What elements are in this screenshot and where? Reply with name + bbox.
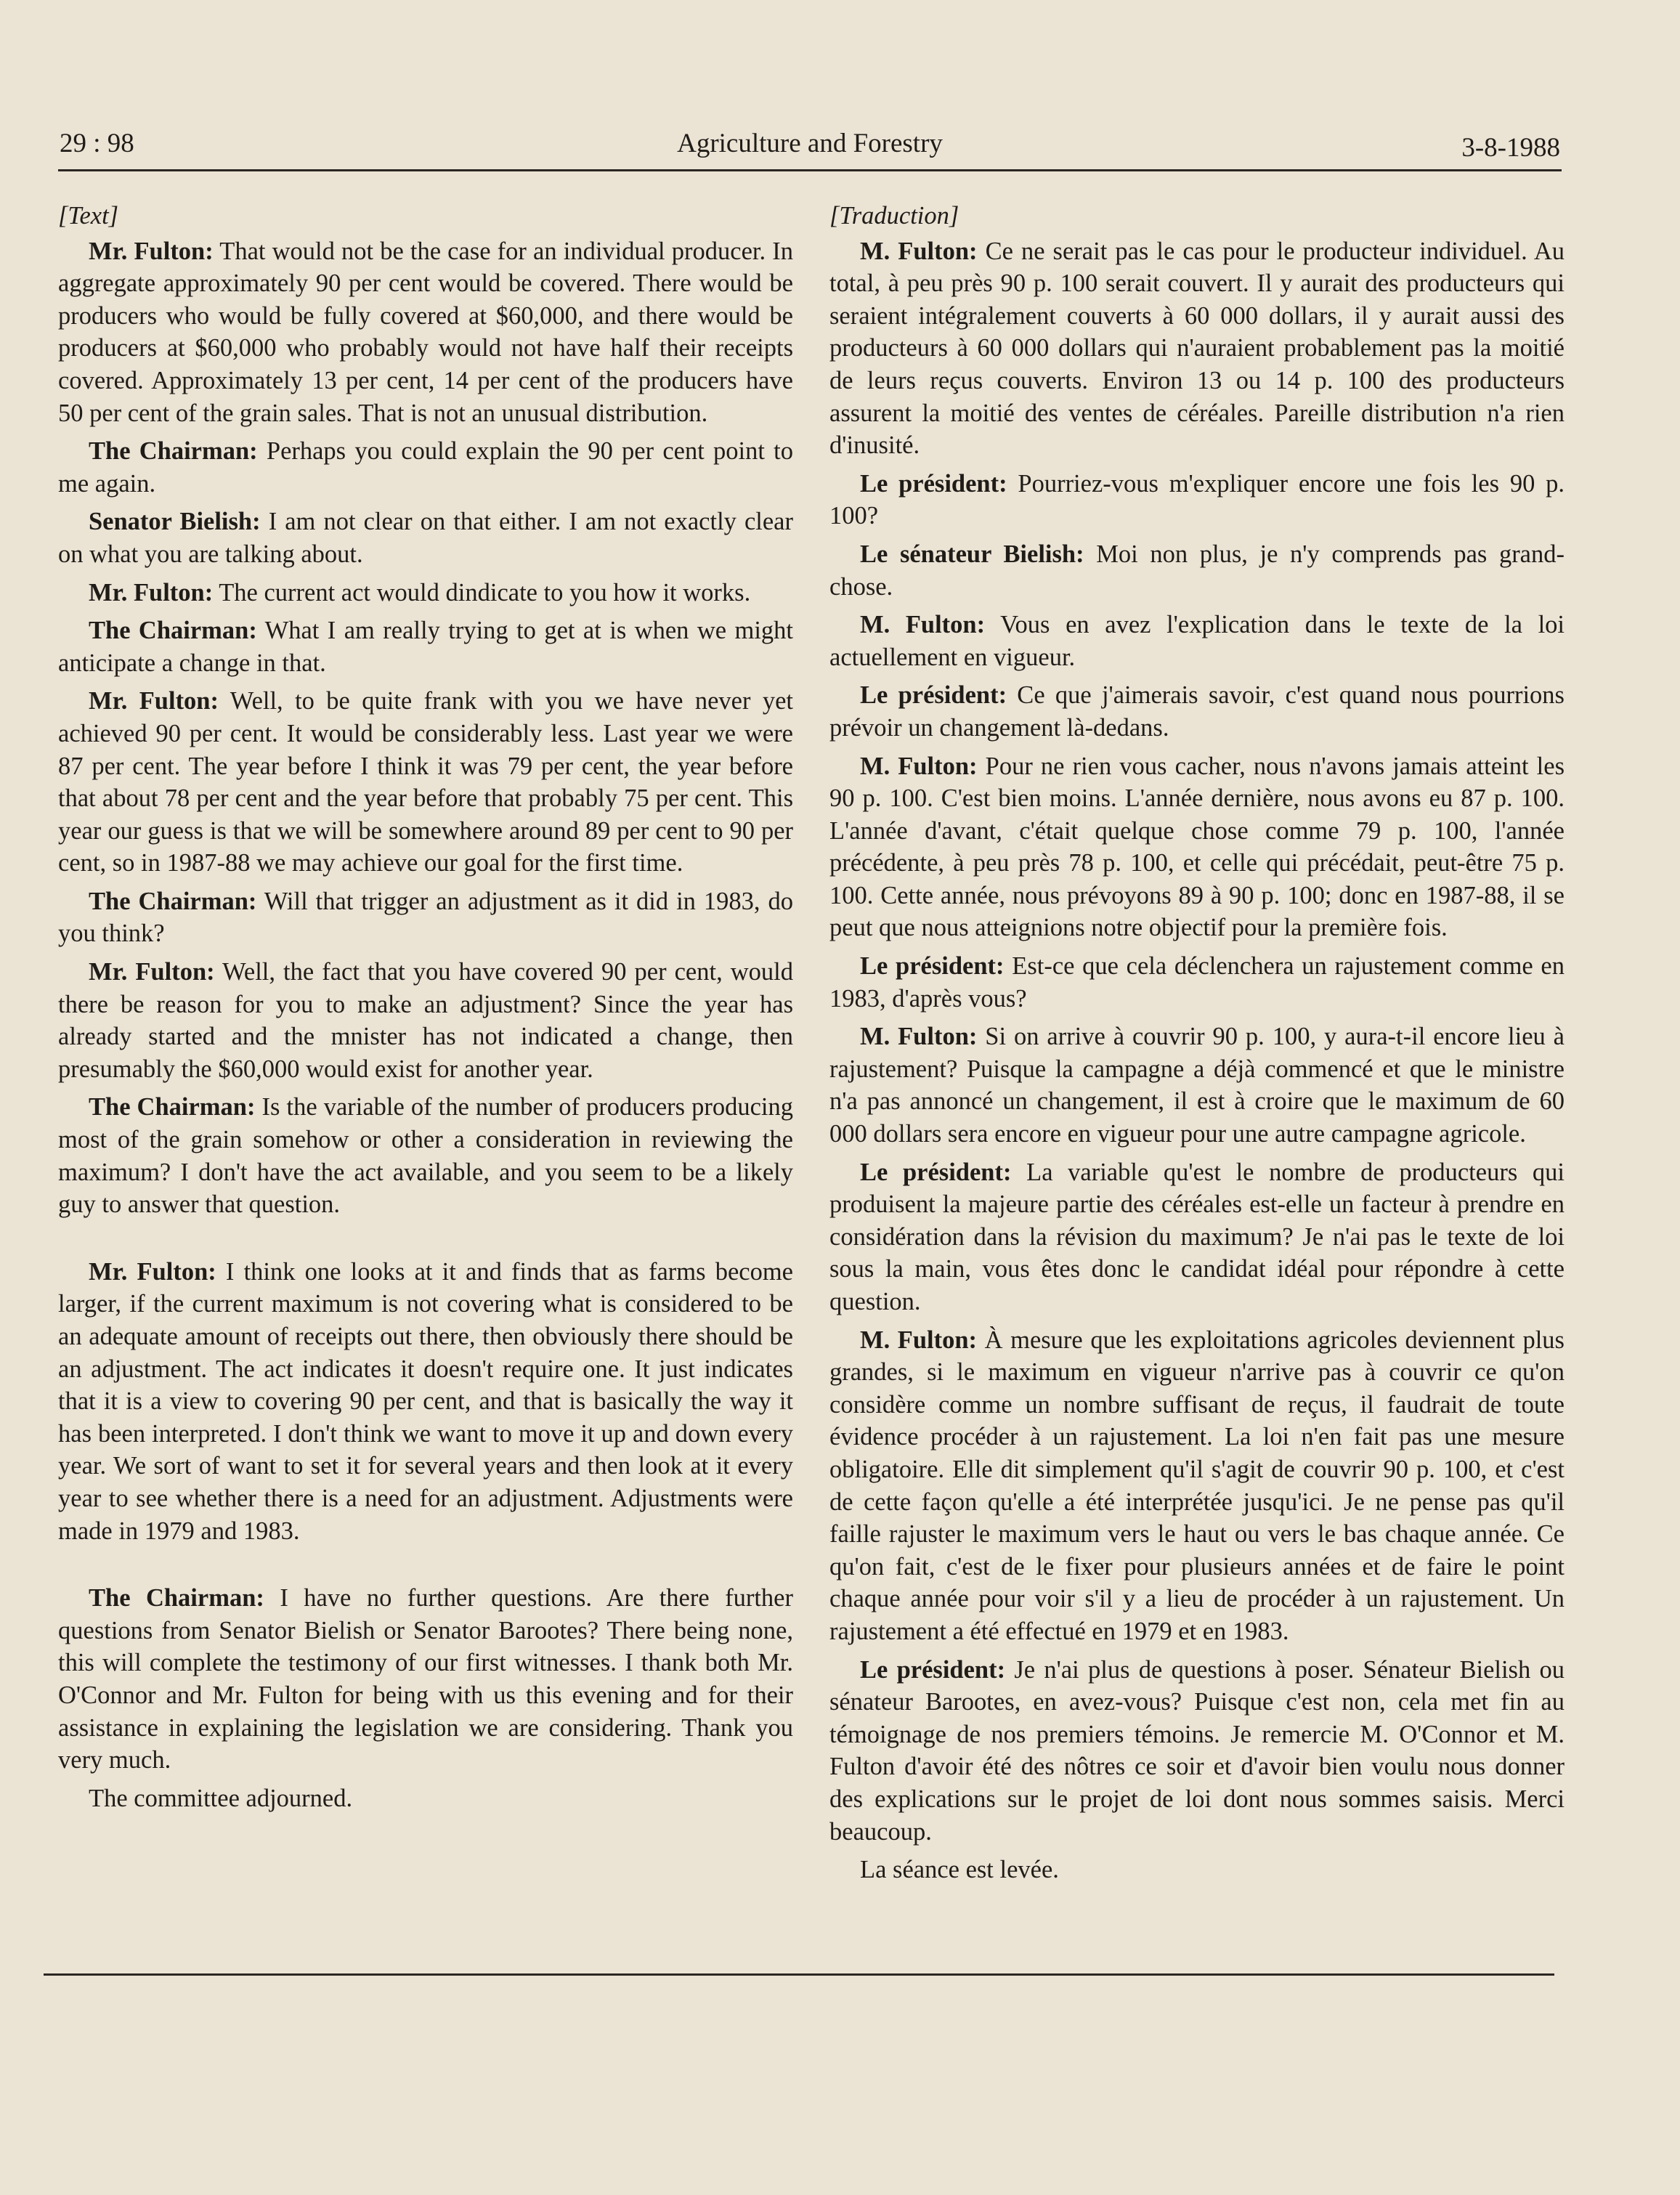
speaker: M. Fulton:: [860, 1326, 978, 1354]
speech: Well, to be quite frank with you we have never yet achieved 90 per cent. It would be considerably less. Last year we were 87 per cent. The year before I think it was 79 per cent, the year before that about 78 per cent and the year before that probably 75 per cent. This year our guess is that we will be somewhere around 89 per cent to 90 per cent, so in 1987-88 we may achieve our goal for the first time.: [58, 687, 793, 877]
paragraph: [58, 956, 793, 1085]
paragraph: [829, 1324, 1565, 1648]
speech: Si on arrive à couvrir 90 p. 100, y aura-t-il encore lieu à rajustement? Puisque la campagne a déjà commencé et que le ministre n'a pas annoncé un changement, il est à croire que le maximum de 60 000 dollars sera encore en vigueur pour une autre campagne agricole.: [829, 1023, 1565, 1148]
paragraph: [58, 506, 793, 570]
speech: Pourriez-vous m'expliquer encore une fois les 90 p. 100?: [829, 469, 1565, 530]
speech: Ce que j'aimerais savoir, c'est quand nous pourrions prévoir un changement là-dedans.: [829, 681, 1565, 742]
speech: Will that trigger an adjustment as it did in 1983, do you think?: [58, 887, 793, 948]
speaker: Le sénateur Bielish:: [860, 540, 1084, 568]
speech: What I am really trying to get at is when we might anticipate a change in that.: [58, 617, 793, 677]
closing-line: The committee adjourned.: [89, 1784, 353, 1812]
paragraph: [829, 750, 1565, 945]
speaker: The Chairman:: [89, 1093, 256, 1121]
paragraph: [58, 235, 793, 430]
paragraph: [58, 1091, 793, 1220]
page-header: [60, 123, 1560, 167]
speech: I have no further questions. Are there further questions from Senator Bielish or Senator Barootes? There being none, this will complete the testimony of our first witnesses. I thank both Mr. O'Connor and Mr. Fulton for being with us this evening and for their assistance in explaining the legislation we are considering. Thank you very much.: [58, 1584, 793, 1774]
speech: Pour ne rien vous cacher, nous n'avons jamais atteint les 90 p. 100. C'est bien moins. L'année dernière, nous avons eu 87 p. 100. L'année d'avant, c'était quelque chose comme 79 p. 100, l'année précédente, à peu près 78 p. 100, et celle qui précédait, peut-être 75 p. 100. Cette année, nous prévoyons 89 à 90 p. 100; donc en 1987-88, il se peut que nous atteignions notre objectif pour la première fois.: [829, 752, 1565, 942]
speaker: The Chairman:: [89, 887, 257, 915]
publication-title: Agriculture and Forestry: [677, 129, 943, 158]
publication-date: 3-8-1988: [1461, 133, 1560, 163]
speech: I think one looks at it and finds that as farms become larger, if the current maximum is not covering what is considered to be an adequate amount of receipts out there, then obviously there should be an adjustment. The act indicates it doesn't require one. It just indicates that it is a view to covering 90 per cent, and that is basically the way it has been interpreted. I don't think we want to move it up and down every year. We sort of want to set it for several years and then look at it every year to see whether there is a need for an adjustment. Adjustments were made in 1979 and 1983.: [58, 1257, 793, 1545]
speaker: Le président:: [860, 681, 1007, 710]
paragraph: [829, 1654, 1565, 1849]
speech: The current act would dindicate to you how it works.: [213, 578, 751, 606]
speaker: Mr. Fulton:: [89, 958, 215, 986]
speaker: Le président:: [860, 469, 1007, 498]
paragraph: [829, 950, 1565, 1015]
header-rule: [58, 169, 1562, 171]
paragraph: [58, 685, 793, 880]
paragraph: [58, 1256, 793, 1547]
paragraph: [829, 468, 1565, 532]
speech: Moi non plus, je n'y comprends pas grand-chose.: [829, 540, 1565, 601]
speaker: Le président:: [860, 952, 1005, 981]
speech: Est-ce que cela déclenchera un rajustement comme en 1983, d'après vous?: [829, 952, 1565, 1013]
speaker: Le président:: [860, 1655, 1006, 1684]
english-column: [58, 200, 793, 1820]
speaker: Senator Bielish:: [89, 508, 261, 536]
paragraph: [829, 609, 1565, 673]
speech: Is the variable of the number of producers producing most of the grain somehow or other a consideration in reviewing the maximum? I don't have the act available, and you seem to be a likely guy to answer that question.: [58, 1093, 793, 1219]
paragraph: [58, 614, 793, 679]
speaker: Le président:: [860, 1158, 1012, 1186]
speaker: M. Fulton:: [860, 237, 978, 265]
speech: À mesure que les exploitations agricoles deviennent plus grandes, si le maximum en vigueur n'arrive pas à couvrir ce qu'on considère comme un nombre suffisant de reçus, il faudrait de toute évidence procéder à un rajustement. La loi n'en fait pas une mesure obligatoire. Elle dit simplement qu'il s'agit de couvrir 90 p. 100, et c'est de cette façon qu'elle a été interprétée jusqu'ici. Je ne pense pas qu'il faille rajuster le maximum vers le haut ou vers le bas chaque année. Ce qu'on fait, c'est de le fixer pour plusieurs années et de faire le point chaque année pour voir s'il y a lieu de procéder à un rajustement. Un rajustement a été effectué en 1979 et en 1983.: [829, 1326, 1565, 1645]
paragraph: [829, 1156, 1565, 1318]
paragraph: [829, 1021, 1565, 1150]
speech: Je n'ai plus de questions à poser. Sénateur Bielish ou sénateur Barootes, en avez-vous? Puisque c'est non, cela met fin au témoignage de nos premiers témoins. Je remercie M. O'Connor et M. Fulton d'avoir été des nôtres ce soir et d'avoir bien voulu nous donner des explications sur le projet de loi dont nous sommes saisis. Merci beaucoup.: [829, 1655, 1565, 1846]
paragraph-gap: [58, 1227, 793, 1256]
language-tag: [Text]: [58, 202, 119, 230]
speaker: The Chairman:: [89, 437, 258, 466]
paragraph: [829, 679, 1565, 744]
speech: Vous en avez l'explication dans le texte de la loi actuellement en vigueur.: [829, 611, 1565, 671]
speech: I am not clear on that either. I am not exactly clear on what you are talking about.: [58, 508, 793, 568]
closing-line: La séance est levée.: [860, 1856, 1059, 1884]
speaker: Mr. Fulton:: [89, 578, 214, 606]
paragraph: [829, 235, 1565, 462]
paragraph: [829, 538, 1565, 603]
speaker: M. Fulton:: [860, 611, 986, 639]
speaker: The Chairman:: [89, 617, 257, 645]
paragraph-gap: [58, 1553, 793, 1582]
speech: Ce ne serait pas le cas pour le producteur individuel. Au total, à peu près 90 p. 100 serait couvert. Il y aurait des producteurs qui seraient intégralement couverts à 60 000 dollars, il y aurait aussi des producteurs à 60 000 dollars qui n'auraient probablement pas la moitié de leurs reçus couverts. Environ 13 ou 14 p. 100 des producteurs assurent la moitié des ventes de céréales. Pareille distribution n'a rien d'inusité.: [829, 237, 1565, 460]
speaker: The Chairman:: [89, 1584, 264, 1612]
speech: Well, the fact that you have covered 90 per cent, would there be reason for you to make an adjustment? Since the year has already started and the mnister has not indicated a change, then presumably the $60,000 would exist for another year.: [58, 958, 793, 1083]
speaker: M. Fulton:: [860, 1023, 978, 1051]
speaker: Mr. Fulton:: [89, 237, 214, 265]
page-number: 29 : 98: [60, 129, 134, 158]
footer-rule: [44, 1973, 1554, 1976]
speaker: Mr. Fulton:: [89, 1257, 216, 1286]
paragraph: [58, 435, 793, 500]
speech: Perhaps you could explain the 90 per cent point to me again.: [58, 437, 793, 498]
paragraph: [58, 1582, 793, 1777]
speaker: M. Fulton:: [860, 752, 978, 780]
speech: La variable qu'est le nombre de producteurs qui produisent la majeure partie des céréales est-elle un facteur à prendre en considération dans la révision du maximum? Je n'ai pas le texte de loi sous la main, vous êtes donc le candidat idéal pour répondre à cette question.: [829, 1158, 1565, 1315]
paragraph: [58, 577, 793, 609]
speech: That would not be the case for an individual producer. In aggregate approximately 90 per cent would be covered. There would be producers who would be fully covered at $60,000, and there would be producers at $60,000 who probably would not have half their receipts covered. Approximately 13 per cent, 14 per cent of the producers have 50 per cent of the grain sales. That is not an unusual distribution.: [58, 237, 793, 427]
language-tag: [Traduction]: [829, 202, 959, 230]
french-column: [829, 200, 1565, 1892]
speaker: Mr. Fulton:: [89, 687, 219, 715]
paragraph: [58, 885, 793, 950]
